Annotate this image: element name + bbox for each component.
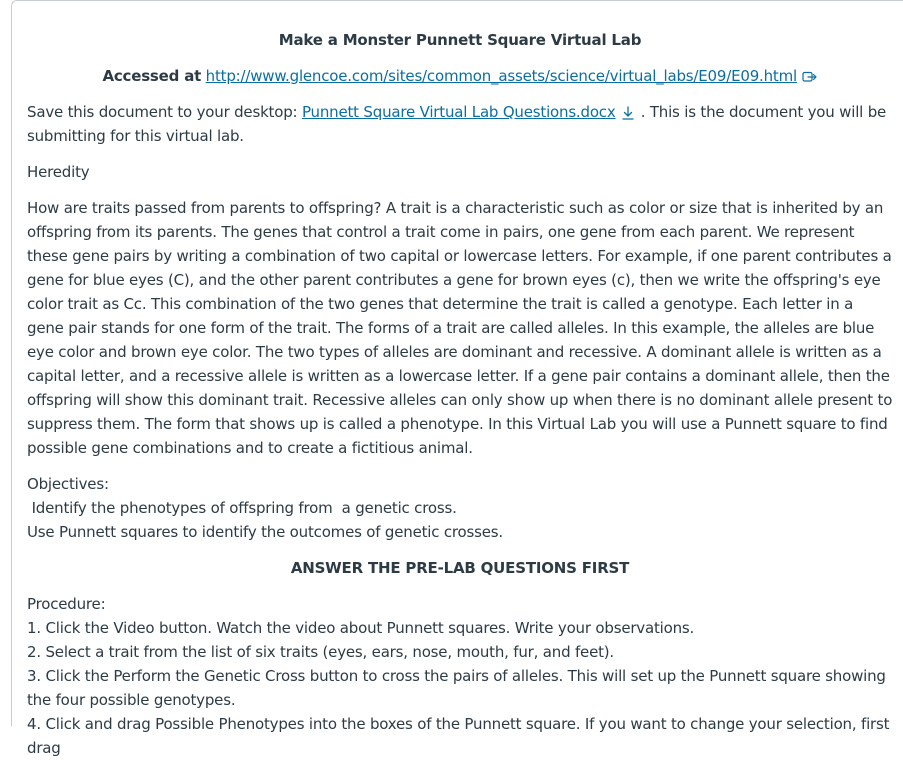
accessed-line (27, 64, 893, 88)
save-prefix: Save this document to your desktop: (27, 103, 298, 121)
page-content (27, 28, 893, 760)
objective-item-2: Use Punnett squares to identify the outcomes of genetic crosses. (27, 523, 503, 541)
heredity-paragraph: How are traits passed from parents to offspring? A trait is a characteristic such as color or size that is inherited by an offspring from its parents. The genes that control a trait come in pairs, one gene from each parent. We represent these gene pairs by writing a combination of two capital or lowercase letters. For example, if one parent contributes a gene for blue eyes (C), and the other parent contributes a gene for brown eyes (c), then we write the offspring's eye color trait as Cc. This combination of the two genes that determine the trait is called a genotype. Each letter in a gene pair stands for one form of the trait. The forms of a trait are called alleles. In this example, the alleles are blue eye color and brown eye color. The two types of alleles are dominant and recessive. A dominant allele is written as a capital letter, and a recessive allele is written as a lowercase letter. If a gene pair contains a dominant allele, then the offspring will show this dominant trait. Recessive alleles can only show up when there is no dominant allele present to suppress them. The form that shows up is called a phenotype. In this Virtual Lab you will use a Punnett square to find possible gene combinations and to create a fictitious animal. (27, 199, 893, 457)
external-link-icon[interactable] (802, 70, 818, 84)
objective-item-1: Identify the phenotypes of offspring from a genetic cross. (27, 499, 457, 517)
procedure-step-2: 2. Select a trait from the list of six traits (eyes, ears, nose, mouth, fur, and feet). (27, 643, 615, 661)
page-title: Make a Monster Punnett Square Virtual Lab (278, 31, 642, 49)
procedure-step-3: 3. Click the Perform the Genetic Cross button to cross the pairs of alleles. This will set up the Punnett square showing the four possible genotypes. (27, 667, 886, 709)
accessed-label: Accessed at (102, 67, 202, 85)
heredity-heading: Heredity (27, 163, 90, 181)
prelab-notice: ANSWER THE PRE-LAB QUESTIONS FIRST (290, 559, 630, 577)
objectives-heading: Objectives: (27, 475, 109, 493)
procedure-heading: Procedure: (27, 595, 106, 613)
questions-docx-link[interactable]: Punnett Square Virtual Lab Questions.docx (301, 103, 616, 121)
save-paragraph (27, 100, 893, 148)
save-suffix: . This is the document you will be submitting for this virtual lab. (27, 103, 887, 145)
download-icon[interactable] (620, 105, 636, 121)
lab-url-link[interactable]: http://www.glencoe.com/sites/common_assets/science/virtual_labs/E09/E09.html (205, 67, 797, 85)
procedure-step-1: 1. Click the Video button. Watch the video about Punnett squares. Write your observations. (27, 619, 695, 637)
content-frame (11, 0, 903, 757)
procedure-step-4: 4. Click and drag Possible Phenotypes into the boxes of the Punnett square. If you want to change your selection, first drag (27, 715, 890, 757)
